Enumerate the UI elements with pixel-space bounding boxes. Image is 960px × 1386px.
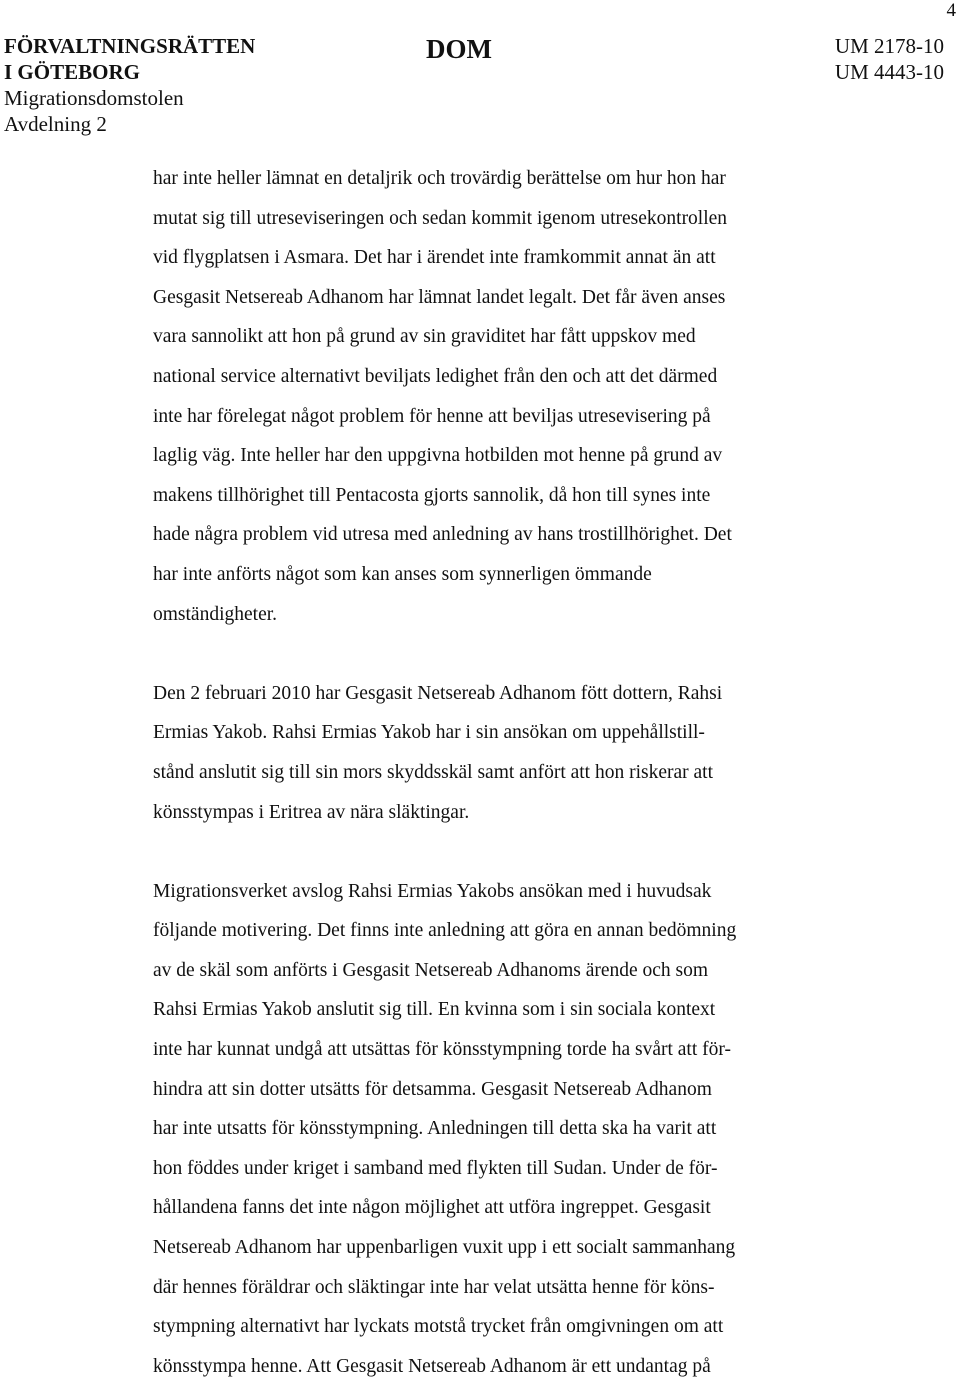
text-line: Gesgasit Netsereab Adhanom har lämnat landet legalt. Det får även anses <box>153 286 726 308</box>
paragraph-spacer <box>153 832 853 872</box>
text-line: vara sannolikt att hon på grund av sin graviditet har fått uppskov med <box>153 326 696 348</box>
text-line: där hennes föräldrar och släktingar inte har velat utsätta henne för köns- <box>153 1276 715 1298</box>
text-line: inte har kunnat undgå att utsättas för könsstympning torde ha svårt att för- <box>153 1039 731 1061</box>
text-line: Netsereab Adhanom har uppenbarligen vuxit upp i ett socialt sammanhang <box>153 1237 736 1259</box>
text-line: mutat sig till utreseviseringen och sedan kommit igenom utresekontrollen <box>153 207 728 229</box>
text-line: har inte heller lämnat en detaljrik och trovärdig berättelse om hur hon har <box>153 168 726 189</box>
paragraph <box>153 872 853 1386</box>
text-line: könsstympa henne. Att Gesgasit Netsereab Adhanom är ett undantag på <box>153 1355 711 1377</box>
paragraph <box>153 674 853 832</box>
text-line: hindra att sin dotter utsätts för detsamma. Gesgasit Netsereab Adhanom <box>153 1078 712 1100</box>
document-type-title: DOM <box>426 34 492 64</box>
court-department: Avdelning 2 <box>4 112 107 136</box>
text-line: Ermias Yakob. Rahsi Ermias Yakob har i sin ansökan om uppehållstill- <box>153 722 705 744</box>
text-line: hon föddes under kriget i samband med flykten till Sudan. Under de för- <box>153 1157 718 1179</box>
text-line: stånd anslutit sig till sin mors skyddsskäl samt anfört att hon riskerar att <box>153 761 714 783</box>
text-line: hade några problem vid utresa med anledning av hans trostillhörighet. Det <box>153 524 732 546</box>
text-line: vid flygplatsen i Asmara. Det har i ärendet inte framkommit annat än att <box>153 247 716 269</box>
document-body <box>153 159 853 1386</box>
case-numbers <box>835 33 944 85</box>
text-line: stympning alternativt har lyckats motstå trycket från omgivningen om att <box>153 1316 724 1338</box>
text-line: omständigheter. <box>153 603 278 625</box>
page-number: 4 <box>946 0 956 21</box>
court-name-block <box>4 33 255 137</box>
text-line: Den 2 februari 2010 har Gesgasit Netsereab Adhanom fött dottern, Rahsi <box>153 682 723 704</box>
court-name-line-2: I GÖTEBORG <box>4 60 140 84</box>
document-header <box>4 33 944 143</box>
text-line: makens tillhörighet till Pentacosta gjorts sannolik, då hon till synes inte <box>153 484 711 506</box>
court-name-line-1: FÖRVALTNINGSRÄTTEN <box>4 34 256 58</box>
court-division: Migrationsdomstolen <box>4 86 184 110</box>
text-line: inte har förelegat något problem för henne att beviljas utresevisering på <box>153 405 711 427</box>
text-line: könsstympas i Eritrea av nära släktingar. <box>153 801 470 823</box>
text-line: Migrationsverket avslog Rahsi Ermias Yakobs ansökan med i huvudsak <box>153 880 712 902</box>
text-line: laglig väg. Inte heller har den uppgivna hotbilden mot henne på grund av <box>153 445 723 467</box>
text-line: Rahsi Ermias Yakob anslutit sig till. En kvinna som i sin sociala kontext <box>153 999 716 1021</box>
text-line: har inte anförts något som kan anses som synnerligen ömmande <box>153 563 652 585</box>
text-line: har inte utsatts för könsstympning. Anledningen till detta ska ha varit att <box>153 1118 717 1140</box>
case-number-2: UM 4443-10 <box>834 60 944 84</box>
text-line: national service alternativt beviljats ledighet från den och att det därmed <box>153 365 718 387</box>
text-line: hållandena fanns det inte någon möjlighet att utföra ingreppet. Gesgasit <box>153 1197 711 1219</box>
text-line: av de skäl som anförts i Gesgasit Netsereab Adhanoms ärende och som <box>153 959 709 981</box>
paragraph-spacer <box>153 634 853 674</box>
case-number-1: UM 2178-10 <box>834 34 944 58</box>
text-line: följande motivering. Det finns inte anledning att göra en annan bedömning <box>153 920 737 942</box>
paragraph <box>153 159 853 634</box>
